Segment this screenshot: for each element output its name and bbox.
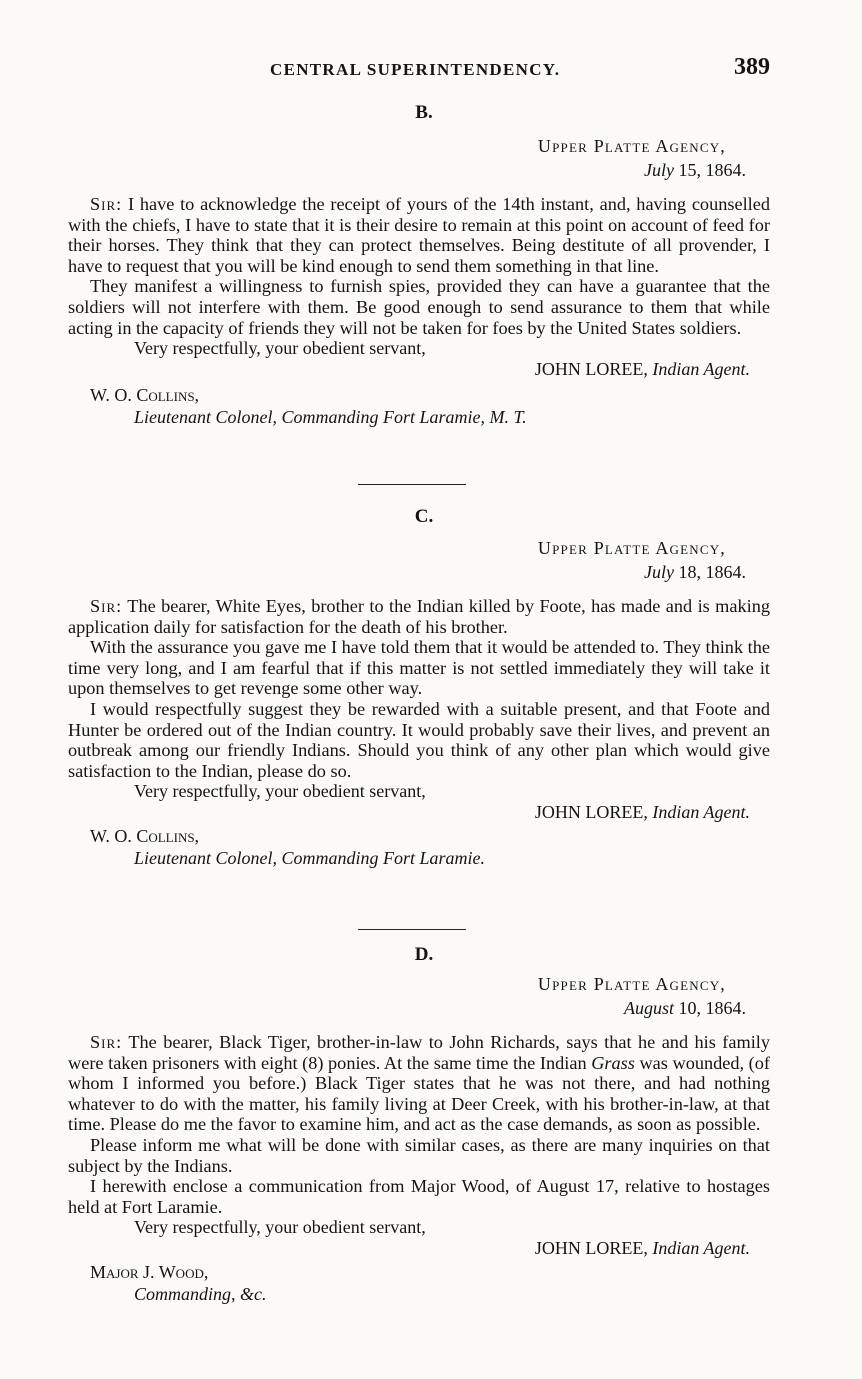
running-head — [270, 54, 770, 82]
letter-body — [68, 1032, 770, 1217]
closing: Very respectfully, your obedient servant, — [134, 1217, 426, 1238]
signer-title: Indian Agent. — [652, 1238, 750, 1259]
addressee-name: Major J. Wood, — [90, 1262, 209, 1283]
closing: Very respectfully, your obedient servant, — [134, 781, 426, 802]
addressee-title: Lieutenant Colonel, Commanding Fort Laramie. — [134, 848, 485, 869]
paragraph: Sir: I have to acknowledge the receipt of yours of the 14th instant, and, having counselled with the chiefs, I have to state that it is their desire to remain at this point on account of feed for their horses. They think that they can protect themselves. Being destitute of all provender, I have to request that you will be kind enough to send them something in that line. — [68, 194, 770, 276]
running-title: CENTRAL SUPERINTENDENCY. — [270, 60, 561, 79]
signer-title: Indian Agent. — [652, 802, 750, 823]
signature — [68, 802, 750, 823]
agency-name: Upper Platte Agency, — [537, 538, 726, 558]
letter-d — [68, 944, 770, 1305]
letter-date: July 15, 1864. — [644, 160, 746, 180]
paragraph: Please inform me what will be done with similar cases, as there are many inquiries on that subject by the Indians. — [68, 1134, 770, 1176]
signer-name: JOHN LOREE, — [534, 1238, 648, 1259]
addressee — [90, 384, 770, 428]
addressee — [90, 1261, 770, 1305]
paragraph: Sir: The bearer, Black Tiger, brother-in-law to John Richards, says that he and his family were taken prisoners with eight (8) ponies. At the same time the Indian Grass was wounded, (of whom I informed you before.) Black Tiger states that he was not there, and had nothing whatever to do with the matter, his family living at Deer Creek, with his brother-in-law, at that time. Please do me the favor to examine him, and act as the case demands, as soon as possible. — [68, 1032, 770, 1135]
addressee-title: Lieutenant Colonel, Commanding Fort Laramie, M. T. — [134, 407, 527, 428]
addressee-name: W. O. Collins, — [90, 826, 200, 847]
agency-name: Upper Platte Agency, — [537, 136, 726, 156]
paragraph: Sir: The bearer, White Eyes, brother to the Indian killed by Foote, has made and is making application daily for satisfaction for the death of his brother. — [68, 596, 770, 637]
addressee — [90, 825, 770, 869]
salutation: Sir: — [90, 1032, 123, 1052]
section-divider — [358, 484, 466, 485]
addressee-name: W. O. Collins, — [90, 385, 200, 406]
signer-name: JOHN LOREE, — [534, 802, 648, 823]
letter-label: C. — [414, 506, 434, 527]
letter-b — [68, 102, 770, 428]
signer-title: Indian Agent. — [652, 359, 750, 380]
salutation: Sir: — [90, 194, 123, 214]
letter-date: August 10, 1864. — [623, 998, 746, 1018]
agency-name: Upper Platte Agency, — [537, 974, 726, 994]
signer-name: JOHN LOREE, — [534, 359, 648, 380]
letter-c — [68, 506, 770, 869]
signature — [68, 1238, 750, 1259]
letter-heading — [68, 972, 770, 1020]
letter-label: B. — [415, 102, 433, 123]
letter-body — [68, 194, 770, 338]
letter-heading — [68, 134, 770, 182]
signature — [68, 359, 750, 380]
paragraph: I herewith enclose a communication from Major Wood, of August 17, relative to hostages held at Fort Laramie. — [68, 1176, 770, 1217]
letter-date: July 18, 1864. — [644, 562, 746, 582]
letter-heading — [68, 536, 770, 584]
letter-body — [68, 596, 770, 781]
paragraph: With the assurance you gave me I have told them that it would be attended to. They think the time very long, and I am fearful that if this matter is not settled immediately they will take it upon themselves to get revenge some other way. — [68, 637, 770, 699]
paragraph: I would respectfully suggest they be rewarded with a suitable present, and that Foote and Hunter be ordered out of the Indian country. It would probably save their lives, and prevent an outbreak among our friendly Indians. Should you think of any other plan which would give satisfaction to the Indian, please do so. — [68, 698, 770, 781]
page-number: 389 — [734, 54, 770, 80]
section-divider — [358, 929, 466, 930]
letter-label: D. — [414, 944, 434, 965]
addressee-title: Commanding, &c. — [134, 1284, 267, 1305]
closing: Very respectfully, your obedient servant, — [134, 338, 426, 359]
salutation: Sir: — [90, 596, 123, 616]
paragraph: They manifest a willingness to furnish spies, provided they can have a guarantee that the soldiers will not interfere with them. Be good enough to send assurance to them that while acting in the capacity of friends they will not be taken for foes by the United States soldiers. — [68, 276, 770, 338]
